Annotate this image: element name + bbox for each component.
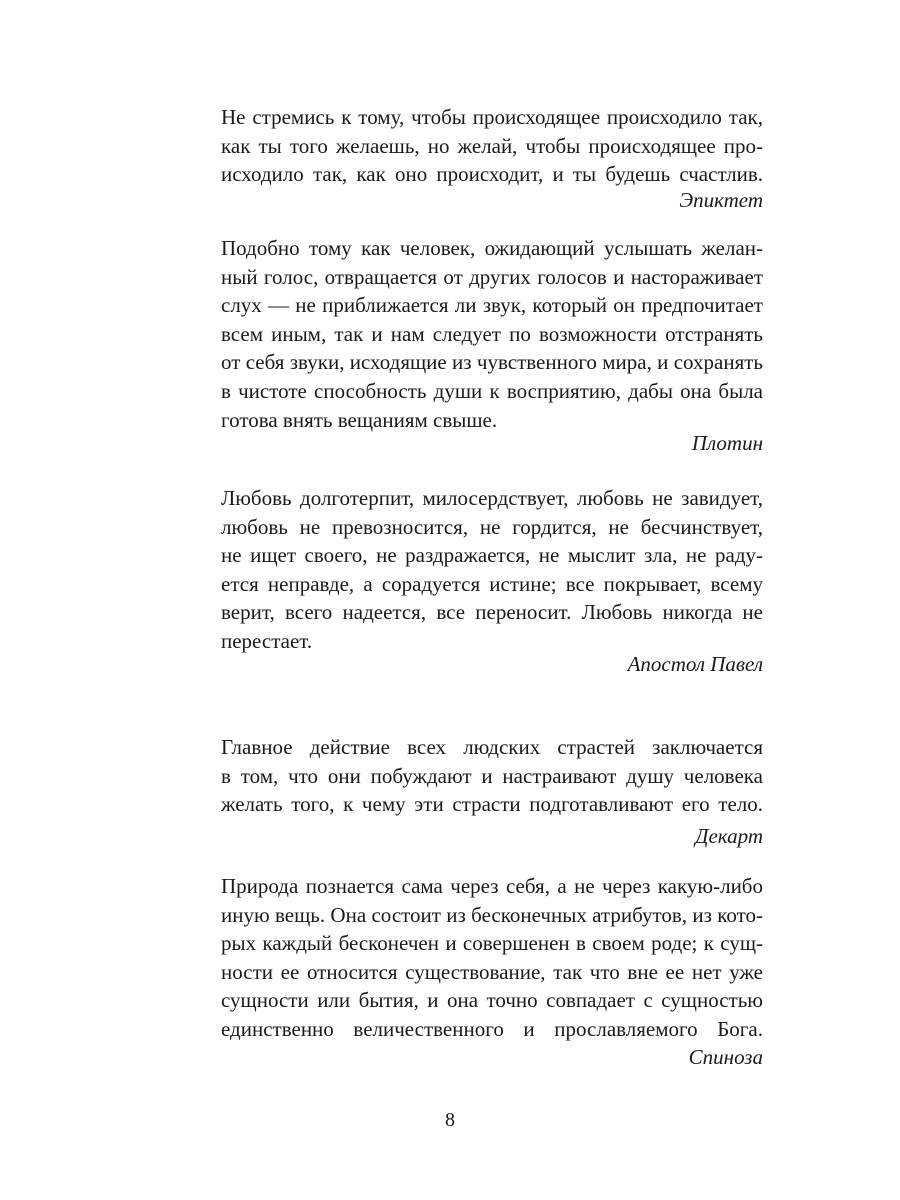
quote-line: иную вещь. Она состоит из бесконечных атрибутов, из кото- — [221, 902, 763, 927]
quote-line: рых каждый бесконечен и совершенен в своем роде; к сущ- — [221, 931, 763, 956]
quote-line: единственно величественного и прославляемого Бога. — [221, 1016, 763, 1041]
quote-line: ности ее относится существование, так что вне ее нет уже — [221, 959, 763, 984]
quote-descartes — [221, 733, 763, 819]
quote-plotinus — [221, 234, 763, 434]
quote-line: в чистоте способность души к восприятию, дабы она была — [221, 378, 763, 403]
quote-line: Природа познается сама через себя, а не через какую-либо — [221, 874, 763, 898]
quote-line: любовь не превозносится, не гордится, не бесчинствует, — [221, 514, 763, 539]
quote-line: как ты того желаешь, но желай, чтобы происходящее про- — [221, 133, 763, 158]
page-number: 8 — [445, 1109, 455, 1131]
quote-line: ный голос, отвращается от других голосов и настораживает — [221, 264, 763, 289]
quote-line: Любовь долготерпит, милосердствует, любовь не завидует, — [221, 486, 763, 510]
quote-epictetus — [221, 103, 763, 189]
quote-author: Апостол Павел — [627, 652, 763, 676]
quote-line: Главное действие всех людских страстей заключается — [221, 735, 763, 759]
quote-author: Эпиктет — [679, 188, 763, 212]
quote-line: не ищет своего, не раздражается, не мыслит зла, не раду- — [221, 543, 763, 568]
quote-line: верит, всего надеется, все переносит. Любовь никогда не — [221, 600, 763, 625]
quote-author: Плотин — [691, 431, 763, 455]
quote-apostle-paul — [221, 484, 763, 656]
quote-line: ется неправде, а сорадуется истине; все покрывает, всему — [221, 571, 763, 596]
quote-line: готова внять вещаниям свыше. — [221, 407, 498, 432]
quote-line: слух — не приближается ли звук, который он предпочитает — [221, 293, 763, 318]
quote-line: Подобно тому как человек, ожидающий услышать желан- — [221, 236, 763, 260]
quote-line: Не стремись к тому, чтобы происходящее происходило так, — [221, 105, 763, 129]
quote-spinoza — [221, 872, 763, 1044]
quote-line: всем иным, так и нам следует по возможности отстранять — [221, 321, 763, 346]
quote-line: сущности или бытия, и она точно совпадает с сущностью — [221, 988, 763, 1013]
quote-line: перестает. — [221, 628, 313, 653]
quote-line: желать того, к чему эти страсти подготавливают его тело. — [221, 792, 763, 817]
quote-line: от себя звуки, исходящие из чувственного мира, и сохранять — [221, 350, 763, 375]
quote-line: исходило так, как оно происходит, и ты будешь счастлив. — [221, 162, 763, 187]
quote-line: в том, что они побуждают и настраивают душу человека — [221, 763, 763, 788]
quote-author: Спиноза — [688, 1045, 763, 1069]
quote-author: Декарт — [695, 824, 763, 848]
